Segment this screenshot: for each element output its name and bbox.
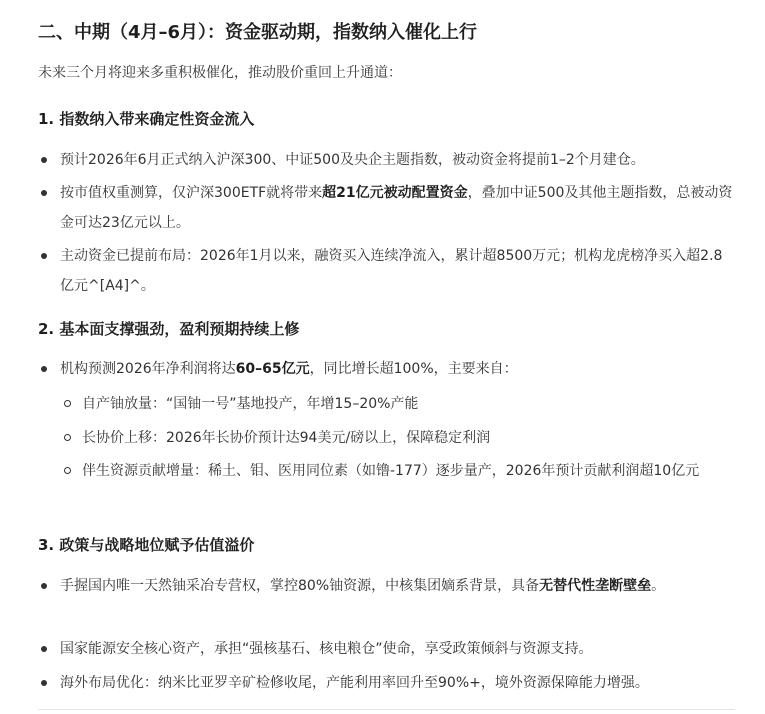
- divider: [38, 709, 735, 710]
- list-item: 国家能源安全核心资产，承担“强核基石、核电粮仓”使命，享受政策倾斜与资源支持。: [60, 634, 735, 664]
- bullet-icon: [41, 157, 47, 163]
- hollow-bullet-icon: [64, 434, 71, 441]
- list-item: 主动资金已提前布局：2026年1月以来，融资买入连续净流入，累计超8500万元；机构龙虎榜净买入超2.8亿元^[A4]^。: [60, 241, 735, 301]
- subsection-title-2: 2. 基本面支撑强劲，盈利预期持续上修: [38, 320, 300, 338]
- intro-paragraph: 未来三个月将迎来多重积极催化，推动股价重回上升通道：: [38, 65, 402, 81]
- emphasis: 无替代性垄断壁垒: [539, 578, 652, 594]
- bullet-icon: [41, 583, 47, 589]
- emphasis: 超21亿元被动配置资金: [322, 185, 468, 201]
- subsection-title-1: 1. 指数纳入带来确定性资金流入: [38, 110, 255, 128]
- hollow-bullet-icon: [64, 400, 71, 407]
- section-title: 二、中期（4月–6月）：资金驱动期，指数纳入催化上行: [38, 22, 478, 43]
- list-item: 海外布局优化：纳米比亚罗辛矿检修收尾，产能利用率回升至90%+，境外资源保障能力增强。: [60, 668, 735, 698]
- subsection-title-3: 3. 政策与战略地位赋予估值溢价: [38, 536, 255, 554]
- bullet-icon: [41, 366, 47, 372]
- bullet-icon: [41, 646, 47, 652]
- list-item: 手握国内唯一天然铀采冶专营权，掌控80%铀资源，中核集团嫡系背景，具备无替代性垄断壁垒。: [60, 571, 735, 601]
- sub-list-item: 伴生资源贡献增量：稀土、钼、医用同位素（如镥-177）逐步量产，2026年预计贡献利润超10亿元: [82, 456, 735, 486]
- list-item: 预计2026年6月正式纳入沪深300、中证500及央企主题指数，被动资金将提前1–2个月建仓。: [60, 145, 735, 175]
- sub-list-item: 长协价上移：2026年长协价预计达94美元/磅以上，保障稳定利润: [82, 423, 735, 453]
- emphasis: 60–65亿元: [235, 361, 310, 377]
- sub-list-item: 自产铀放量：“国铀一号”基地投产，年增15–20%产能: [82, 389, 735, 419]
- hollow-bullet-icon: [64, 467, 71, 474]
- bullet-icon: [41, 190, 47, 196]
- list-item: 按市值权重测算，仅沪深300ETF就将带来超21亿元被动配置资金，叠加中证500及其他主题指数，总被动资金可达23亿元以上。: [60, 178, 735, 238]
- bullet-icon: [41, 680, 47, 686]
- bullet-icon: [41, 253, 47, 259]
- list-item: 机构预测2026年净利润将达60–65亿元，同比增长超100%，主要来自：: [60, 354, 735, 384]
